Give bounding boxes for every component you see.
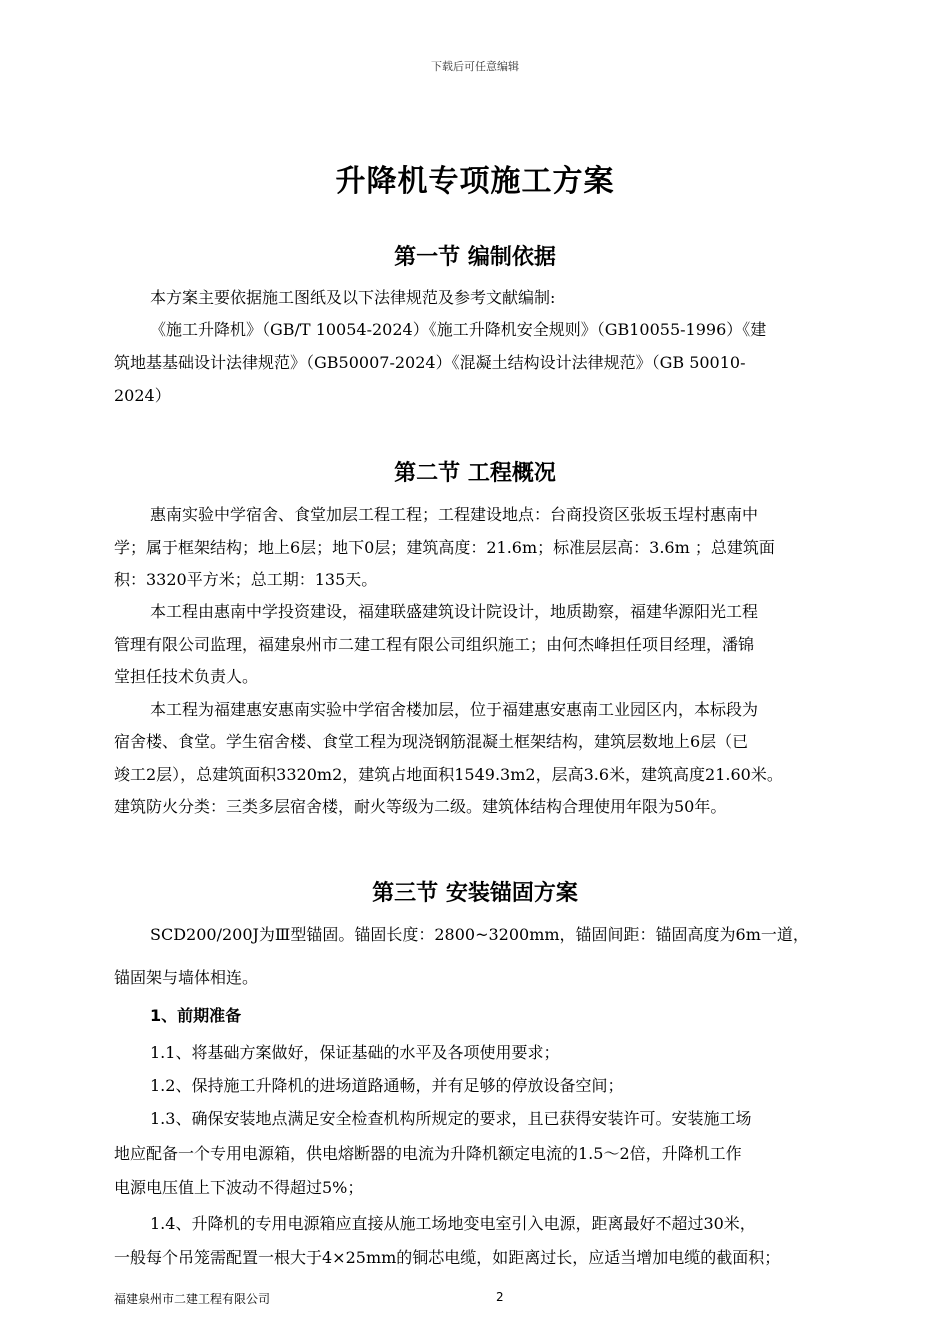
section-2-line: 积：3320平方米；总工期：135天。	[114, 570, 378, 589]
section-2-line: 宿舍楼、食堂。学生宿舍楼、食堂工程为现浇钢筋混凝土框架结构，建筑层数地上6层（已	[114, 732, 749, 751]
subsection-heading: 1、前期准备	[150, 1006, 242, 1025]
section-2-line: 建筑防火分类：三类多层宿舍楼，耐火等级为二级。建筑体结构合理使用年限为50年。	[114, 797, 727, 816]
section-2-line: 本工程为福建惠安惠南实验中学宿舍楼加层，位于福建惠安惠南工业园区内，本标段为	[150, 700, 759, 719]
section-3-line: SCD200/200J为Ⅲ型锚固。锚固长度：2800~3200mm，锚固间距：锚固高度为6m一道，	[150, 925, 809, 944]
section-2-line: 学；属于框架结构；地上6层；地下0层；建筑高度：21.6m；标准层层高：3.6m ；总建筑面	[114, 538, 775, 557]
document-title: 升降机专项施工方案	[335, 164, 615, 199]
section-3-line: 锚固架与墙体相连。	[114, 968, 259, 987]
section-3-heading: 第三节 安装锚固方案	[372, 881, 578, 906]
section-3-line: 1.1、将基础方案做好，保证基础的水平及各项使用要求；	[150, 1043, 560, 1062]
section-2-line: 本工程由惠南中学投资建设，福建联盛建筑设计院设计，地质勘察，福建华源阳光工程	[150, 602, 759, 621]
section-2-line: 竣工2层），总建筑面积3320m2，建筑占地面积1549.3m2，层高3.6米，建筑高度21.60米。	[114, 765, 783, 784]
section-2-heading: 第二节 工程概况	[394, 461, 556, 486]
section-1-line: 《施工升降机》（GB/T 10054-2024）《施工升降机安全规则》（GB10055-1996）《建	[150, 320, 767, 339]
section-3-line: 1.3、确保安装地点满足安全检查机构所规定的要求，且已获得安装许可。安装施工场	[150, 1109, 752, 1128]
section-3-line: 1.2、保持施工升降机的进场道路通畅，并有足够的停放设备空间；	[150, 1076, 624, 1095]
section-2-line: 管理有限公司监理，福建泉州市二建工程有限公司组织施工；由何杰峰担任项目经理，潘锦	[114, 635, 755, 654]
section-3-line: 1.4、升降机的专用电源箱应直接从施工场地变电室引入电源，距离最好不超过30米，	[150, 1214, 756, 1233]
footer-company: 福建泉州市二建工程有限公司	[114, 1292, 271, 1306]
section-1-heading: 第一节 编制依据	[394, 245, 556, 270]
section-3-line: 地应配备一个专用电源箱，供电熔断器的电流为升降机额定电流的1.5～2倍，升降机工作	[114, 1144, 742, 1163]
section-1-line: 2024）	[114, 386, 171, 405]
section-1-line: 筑地基基础设计法律规范》（GB50007-2024）《混凝土结构设计法律规范》（GB 50010-	[114, 353, 746, 372]
section-3-line: 一般每个吊笼需配置一根大于4×25mm的铜芯电缆，如距离过长，应适当增加电缆的截面积；	[114, 1248, 781, 1267]
section-1-line: 本方案主要依据施工图纸及以下法律规范及参考文献编制:	[150, 288, 556, 307]
page-number: 2	[496, 1290, 504, 1304]
section-3-line: 电源电压值上下波动不得超过5%；	[114, 1178, 364, 1197]
section-2-line: 堂担任技术负责人。	[114, 667, 259, 686]
section-2-line: 惠南实验中学宿舍、食堂加层工程工程；工程建设地点：台商投资区张坂玉埕村惠南中	[150, 505, 759, 524]
header-note: 下载后可任意编辑	[431, 60, 519, 73]
